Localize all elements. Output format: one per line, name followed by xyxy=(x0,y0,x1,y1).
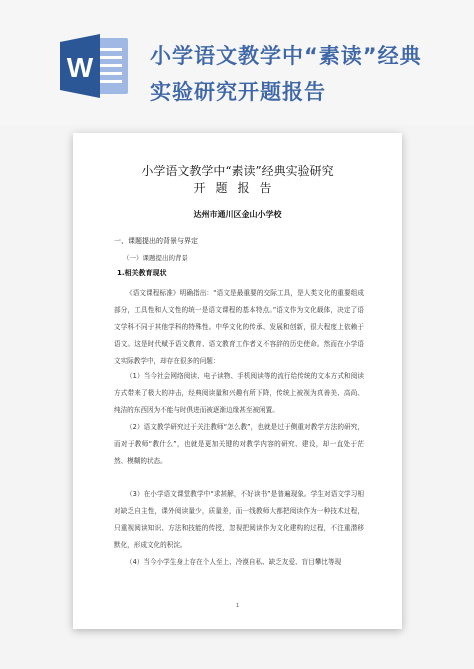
word-logo-letter: W xyxy=(66,52,94,83)
document-title-line1: 小学语文教学中“素读”经典实验研究 xyxy=(141,164,334,178)
ms-word-icon xyxy=(60,34,130,98)
paragraph-3: （2）语文教学研究过于关注教师“怎么教”，也就是过于侧重对教学方法的研究，而对于教师“教什么”，也就是更加关键的对教学内容的研究、建设，却一直处于茫然、模糊的状态。 xyxy=(114,423,364,465)
document-title xyxy=(73,163,402,197)
document-title-line2: 开题报告 xyxy=(193,181,282,195)
page-number: 1 xyxy=(235,603,240,609)
banner-title xyxy=(150,38,460,110)
banner-title-line2: 实验研究开题报告 xyxy=(150,80,326,104)
paragraph-2: （1）当今社会网络阅读、电子读物、手机阅读等的流行给传统的文本方式和阅读方式带来了极大的冲击，经典阅读量和兴趣有所下降，传统上被视为真善美、高尚、纯洁的东西因为不能与时俱进而被逐渐边缘甚至被闲置。 xyxy=(114,372,364,414)
section-heading: 一、课题提出的背景与界定 xyxy=(114,237,198,245)
topic-heading: 1.相关教育现状 xyxy=(117,269,167,277)
paragraph-4: （3）在小学语文课堂教学中“求甚解，不好读书”是普遍现象。学生对语文学习相对缺乏自主性，课外阅读量少，质量差，而一线教师大都把阅读作为一种技术过程，只重视阅读知识、方法和技能的传授，忽视把阅读作为文化建构的过程，不注重潜移默化，形成文化的积淀。 xyxy=(114,490,364,549)
paragraph-5: （4）当今小学生身上存在个人至上、冷漠自私、缺乏友爱、盲目攀比等现 xyxy=(126,558,342,566)
school-name: 达州市通川区金山小学校 xyxy=(193,210,282,219)
banner-title-line1: 小学语文教学中“素读”经典 xyxy=(150,44,422,68)
banner xyxy=(0,0,474,125)
subsection-heading: （一）课题提出的背景 xyxy=(123,254,188,262)
document-page xyxy=(73,133,402,629)
paragraph-1: 《语文课程标准》明确指出：“语文是最重要的交际工具，是人类文化的重要组成部分，工具性和人文性的统一是语文课程的基本特点。”语文作为文化载体，决定了语文学科不同于其他学科的特殊性。中华文化的传承、发展和创新，很大程度上依赖于语文。这是时代赋予语文教育、语文教育工作者义不容辞的历史使命。然而在小学语文实际教学中，却存在很多的问题： xyxy=(114,289,364,365)
